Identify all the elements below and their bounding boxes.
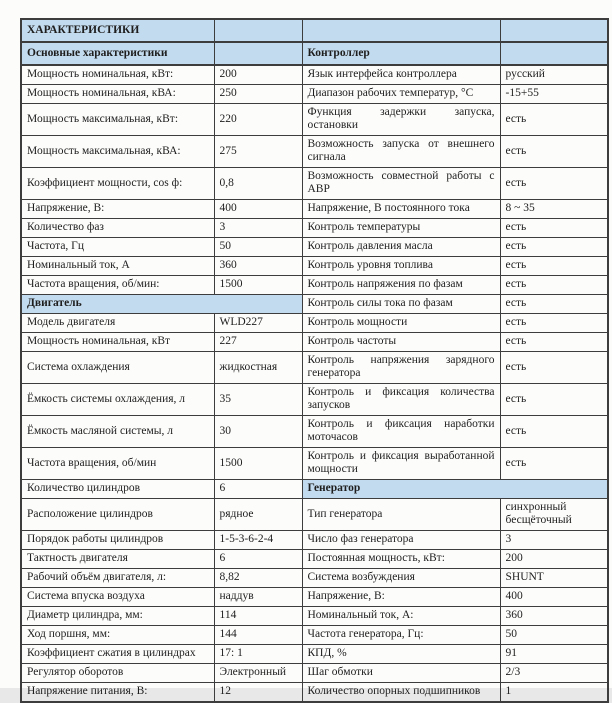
spec-value-cell: 400 <box>214 200 302 219</box>
spec-label-cell: Номинальный ток, А: <box>302 607 500 626</box>
table-row <box>21 645 608 664</box>
spec-value-cell: 200 <box>500 550 608 569</box>
spec-label-cell: Мощность максимальная, кВт: <box>21 104 214 136</box>
spec-value-cell: 91 <box>500 645 608 664</box>
section-header-cell: Двигатель <box>21 295 302 314</box>
spec-label-cell: Тип генератора <box>302 499 500 531</box>
spec-label-cell: Частота генератора, Гц: <box>302 626 500 645</box>
spec-label-cell: Система охлаждения <box>21 352 214 384</box>
spec-value-cell: русский <box>500 65 608 85</box>
table-row <box>21 136 608 168</box>
table-row <box>21 480 608 499</box>
specs-table-body <box>21 19 608 702</box>
spec-label-cell: Мощность максимальная, кВА: <box>21 136 214 168</box>
spec-label-cell: КПД, % <box>302 645 500 664</box>
spec-value-cell: есть <box>500 448 608 480</box>
spec-value-cell: 35 <box>214 384 302 416</box>
spec-label-cell: Шаг обмотки <box>302 664 500 683</box>
table-row <box>21 200 608 219</box>
table-row <box>21 257 608 276</box>
spec-value-cell: 8,82 <box>214 569 302 588</box>
section-header-cell <box>214 42 302 65</box>
spec-label-cell: Расположение цилиндров <box>21 499 214 531</box>
spec-label-cell: Возможность запуска от внешнего сигнала <box>302 136 500 168</box>
spec-label-cell: Количество опорных подшипников <box>302 683 500 703</box>
spec-value-cell: есть <box>500 104 608 136</box>
spec-value-cell: есть <box>500 352 608 384</box>
spec-label-cell: Контроль и фиксация наработки моточасов <box>302 416 500 448</box>
spec-label-cell: Контроль напряжения по фазам <box>302 276 500 295</box>
table-row <box>21 550 608 569</box>
spec-value-cell: 3 <box>500 531 608 550</box>
table-row <box>21 219 608 238</box>
spec-label-cell: Порядок работы цилиндров <box>21 531 214 550</box>
spec-label-cell: Рабочий объём двигателя, л: <box>21 569 214 588</box>
spec-label-cell: Контроль мощности <box>302 314 500 333</box>
spec-label-cell: Мощность номинальная, кВт: <box>21 65 214 85</box>
spec-value-cell: WLD227 <box>214 314 302 333</box>
spec-label-cell: Язык интерфейса контроллера <box>302 65 500 85</box>
spec-label-cell: Частота вращения, об/мин <box>21 448 214 480</box>
spec-value-cell: жидкостная <box>214 352 302 384</box>
spec-label-cell: Напряжение питания, В: <box>21 683 214 703</box>
spec-label-cell: Коэффициент сжатия в цилиндрах <box>21 645 214 664</box>
spec-value-cell: 17: 1 <box>214 645 302 664</box>
spec-label-cell: Ход поршня, мм: <box>21 626 214 645</box>
spec-value-cell: есть <box>500 384 608 416</box>
spec-label-cell: Диапазон рабочих температур, °С <box>302 85 500 104</box>
spec-value-cell: 50 <box>500 626 608 645</box>
table-row <box>21 384 608 416</box>
spec-value-cell: наддув <box>214 588 302 607</box>
section-header-cell: Основные характеристики <box>21 42 214 65</box>
spec-label-cell: Контроль и фиксация выработанной мощности <box>302 448 500 480</box>
spec-label-cell: Модель двигателя <box>21 314 214 333</box>
spec-value-cell: есть <box>500 238 608 257</box>
spec-label-cell: Ёмкость масляной системы, л <box>21 416 214 448</box>
spec-value-cell: 250 <box>214 85 302 104</box>
spec-label-cell: Частота вращения, об/мин: <box>21 276 214 295</box>
table-title-cell: ХАРАКТЕРИСТИКИ <box>21 19 214 42</box>
table-title-cell <box>500 19 608 42</box>
table-row <box>21 333 608 352</box>
table-row <box>21 276 608 295</box>
table-row <box>21 664 608 683</box>
table-row <box>21 65 608 85</box>
table-row <box>21 85 608 104</box>
spec-value-cell: -15+55 <box>500 85 608 104</box>
spec-value-cell: 400 <box>500 588 608 607</box>
spec-value-cell: есть <box>500 136 608 168</box>
spec-label-cell: Контроль напряжения зарядного генератора <box>302 352 500 384</box>
spec-value-cell: 6 <box>214 480 302 499</box>
spec-label-cell: Контроль уровня топлива <box>302 257 500 276</box>
table-row <box>21 42 608 65</box>
spec-value-cell: 220 <box>214 104 302 136</box>
spec-label-cell: Напряжение, В: <box>21 200 214 219</box>
table-row <box>21 448 608 480</box>
table-row <box>21 588 608 607</box>
spec-value-cell: 1 <box>500 683 608 703</box>
table-row <box>21 168 608 200</box>
section-header-cell <box>500 42 608 65</box>
spec-value-cell: есть <box>500 219 608 238</box>
table-title-cell <box>214 19 302 42</box>
spec-value-cell: есть <box>500 333 608 352</box>
spec-label-cell: Число фаз генератора <box>302 531 500 550</box>
spec-label-cell: Напряжение, В постоянного тока <box>302 200 500 219</box>
spec-label-cell: Контроль давления масла <box>302 238 500 257</box>
spec-label-cell: Постоянная мощность, кВт: <box>302 550 500 569</box>
spec-value-cell: рядное <box>214 499 302 531</box>
spec-value-cell: есть <box>500 276 608 295</box>
spec-label-cell: Регулятор оборотов <box>21 664 214 683</box>
table-title-cell <box>302 19 500 42</box>
spec-value-cell: 0,8 <box>214 168 302 200</box>
spec-label-cell: Мощность номинальная, кВт <box>21 333 214 352</box>
spec-value-cell: есть <box>500 257 608 276</box>
spec-label-cell: Напряжение, В: <box>302 588 500 607</box>
table-row <box>21 499 608 531</box>
spec-value-cell: 1500 <box>214 448 302 480</box>
table-row <box>21 569 608 588</box>
spec-value-cell: есть <box>500 416 608 448</box>
spec-value-cell: 275 <box>214 136 302 168</box>
spec-value-cell: 2/3 <box>500 664 608 683</box>
spec-label-cell: Диаметр цилиндра, мм: <box>21 607 214 626</box>
spec-value-cell: 50 <box>214 238 302 257</box>
spec-label-cell: Система возбуждения <box>302 569 500 588</box>
table-row <box>21 683 608 703</box>
spec-label-cell: Возможность совместной работы с АВР <box>302 168 500 200</box>
table-row <box>21 295 608 314</box>
section-header-cell: Контроллер <box>302 42 500 65</box>
spec-label-cell: Функция задержки запуска, остановки <box>302 104 500 136</box>
spec-value-cell: есть <box>500 314 608 333</box>
table-row <box>21 352 608 384</box>
spec-label-cell: Тактность двигателя <box>21 550 214 569</box>
spec-value-cell: 8 ~ 35 <box>500 200 608 219</box>
table-row <box>21 104 608 136</box>
table-row <box>21 314 608 333</box>
spec-label-cell: Контроль температуры <box>302 219 500 238</box>
spec-value-cell: 360 <box>500 607 608 626</box>
spec-value-cell: Электронный <box>214 664 302 683</box>
spec-value-cell: 30 <box>214 416 302 448</box>
spec-value-cell: 3 <box>214 219 302 238</box>
spec-label-cell: Частота, Гц <box>21 238 214 257</box>
table-row <box>21 416 608 448</box>
spec-value-cell: 12 <box>214 683 302 703</box>
spec-value-cell: 1-5-3-6-2-4 <box>214 531 302 550</box>
table-row <box>21 238 608 257</box>
spec-value-cell: 144 <box>214 626 302 645</box>
spec-value-cell: 114 <box>214 607 302 626</box>
table-row <box>21 531 608 550</box>
spec-label-cell: Контроль и фиксация количества запусков <box>302 384 500 416</box>
spec-value-cell: 227 <box>214 333 302 352</box>
spec-value-cell: SHUNT <box>500 569 608 588</box>
spec-value-cell: есть <box>500 168 608 200</box>
table-row <box>21 626 608 645</box>
spec-value-cell: синхронный бесщёточный <box>500 499 608 531</box>
spec-label-cell: Система впуска воздуха <box>21 588 214 607</box>
table-row <box>21 607 608 626</box>
section-header-cell: Генератор <box>302 480 608 499</box>
spec-label-cell: Контроль силы тока по фазам <box>302 295 500 314</box>
spec-label-cell: Контроль частоты <box>302 333 500 352</box>
spec-label-cell: Количество цилиндров <box>21 480 214 499</box>
spec-label-cell: Ёмкость системы охлаждения, л <box>21 384 214 416</box>
table-row <box>21 19 608 42</box>
spec-label-cell: Мощность номинальная, кВА: <box>21 85 214 104</box>
spec-label-cell: Номинальный ток, А <box>21 257 214 276</box>
spec-value-cell: 1500 <box>214 276 302 295</box>
spec-label-cell: Количество фаз <box>21 219 214 238</box>
spec-value-cell: есть <box>500 295 608 314</box>
spec-value-cell: 200 <box>214 65 302 85</box>
spec-value-cell: 6 <box>214 550 302 569</box>
specs-table <box>20 18 609 703</box>
spec-label-cell: Коэффициент мощности, cos ф: <box>21 168 214 200</box>
spec-value-cell: 360 <box>214 257 302 276</box>
